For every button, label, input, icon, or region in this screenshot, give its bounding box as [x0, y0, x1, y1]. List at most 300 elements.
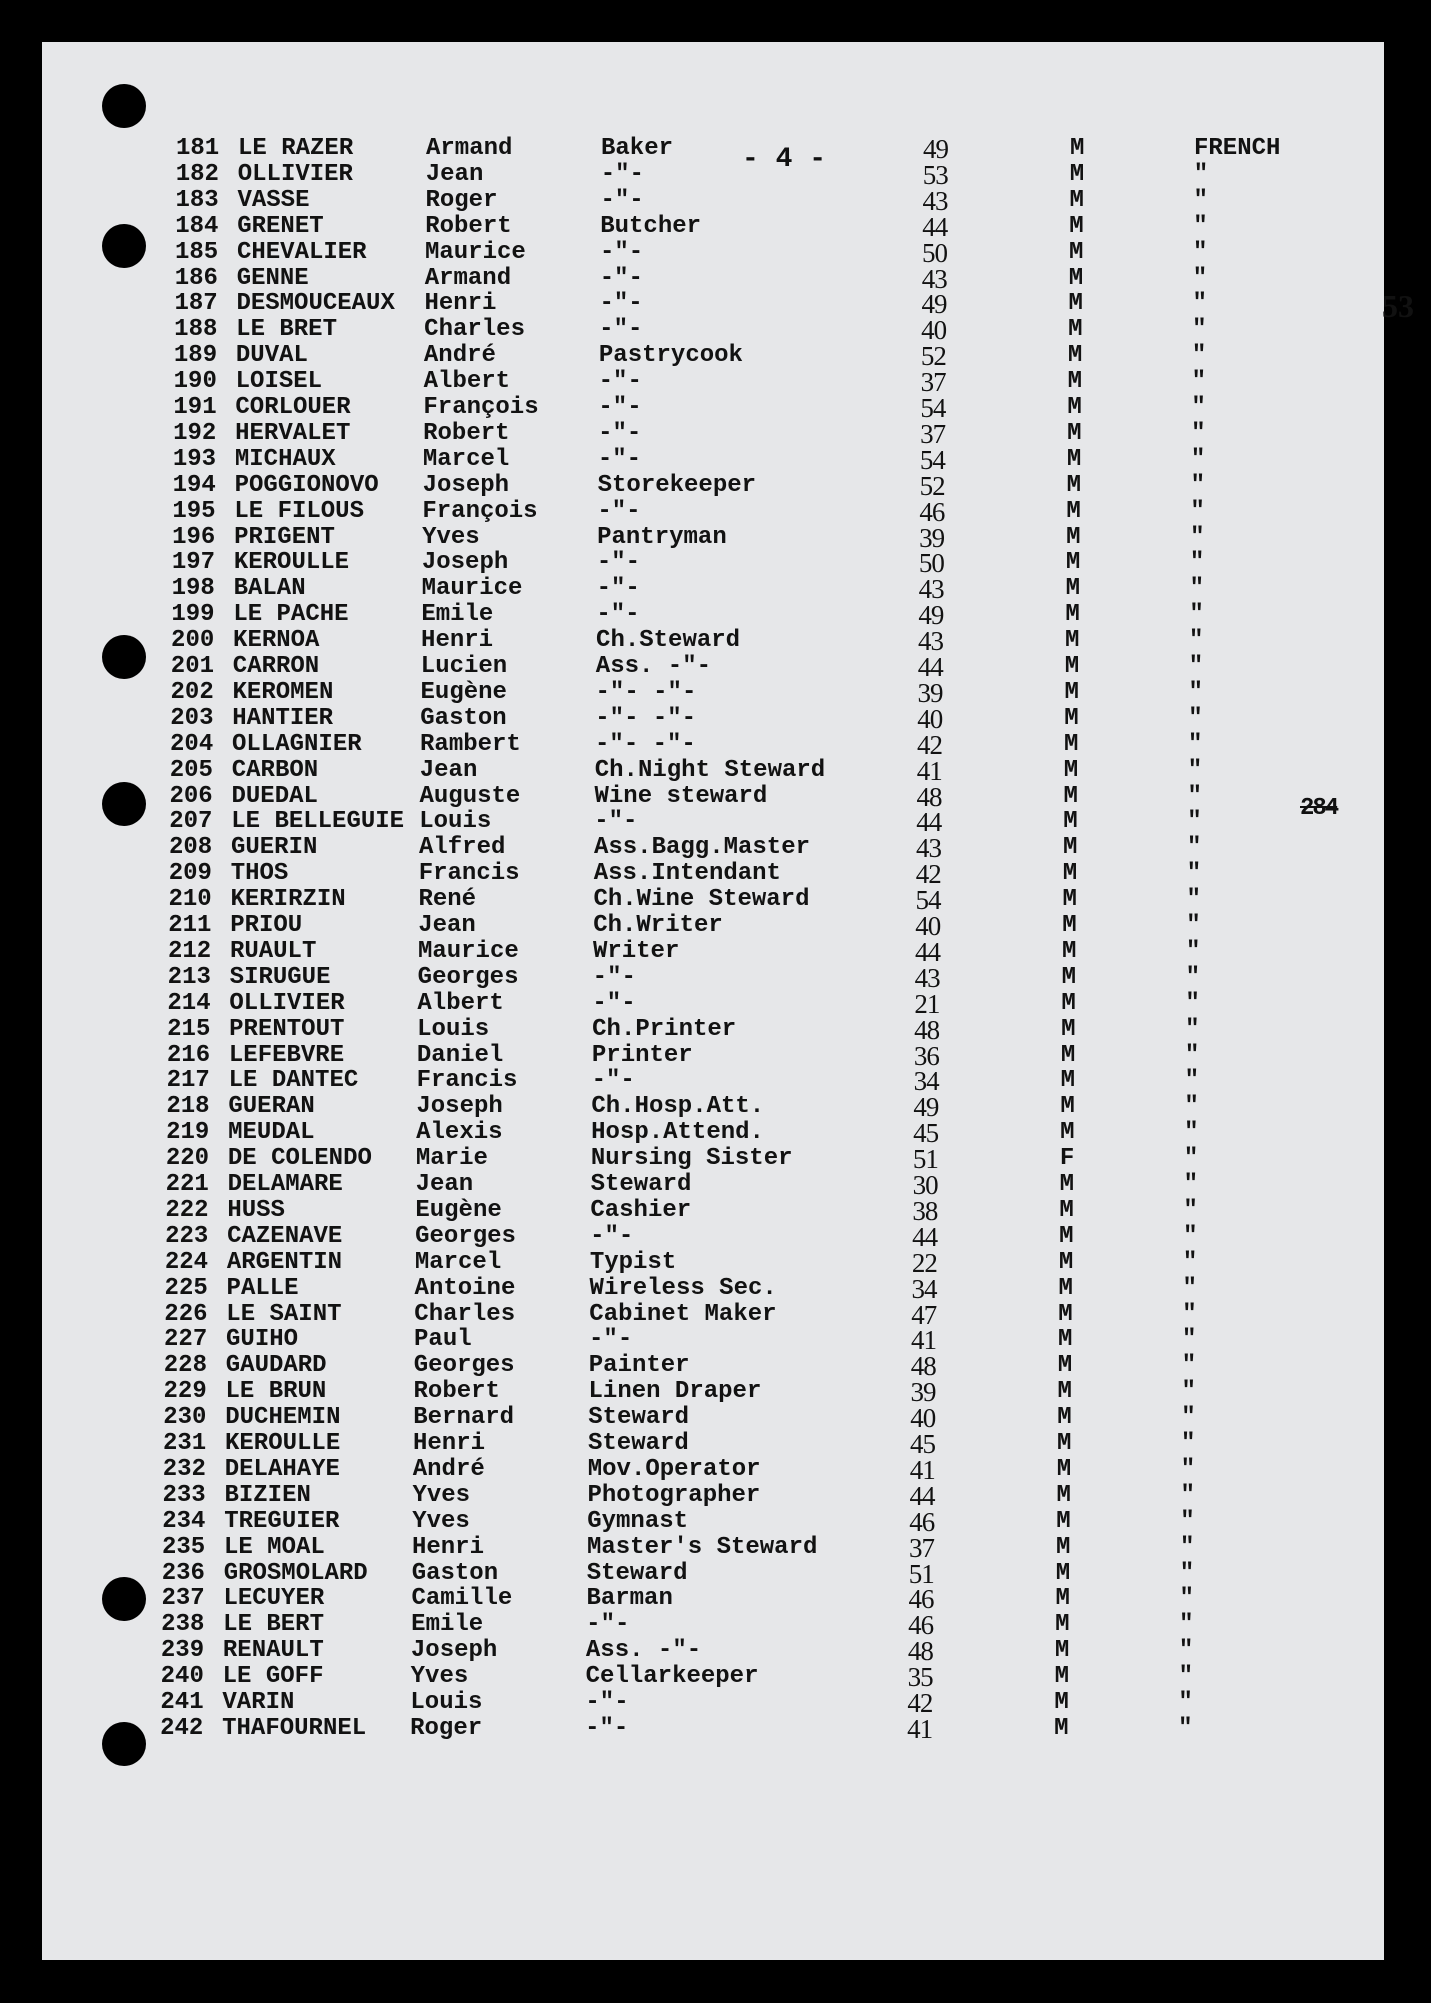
sex: M	[1058, 1326, 1073, 1354]
crew-number: 230	[163, 1404, 207, 1432]
table-row	[171, 626, 1271, 657]
age: 49	[923, 134, 948, 164]
age: 51	[908, 1558, 934, 1589]
surname: TREGUIER	[224, 1507, 340, 1535]
nationality: "	[1188, 704, 1203, 732]
occupation: -"-	[600, 160, 644, 188]
table-row	[172, 496, 1272, 527]
table-row	[167, 962, 1268, 993]
age: 40	[910, 1403, 936, 1434]
occupation: -"-	[600, 186, 644, 214]
age: 48	[907, 1636, 933, 1667]
sex: M	[1062, 886, 1077, 914]
occupation: -"-	[585, 1689, 629, 1716]
surname: GENNE	[236, 264, 309, 292]
crew-number: 235	[161, 1533, 206, 1561]
nationality: "	[1191, 368, 1207, 396]
nationality: "	[1180, 1455, 1196, 1483]
surname: LOISEL	[235, 368, 323, 396]
sex: M	[1060, 1041, 1076, 1069]
nationality: "	[1189, 627, 1204, 655]
nationality: "	[1192, 238, 1208, 266]
occupation: Ch.Printer	[592, 1015, 737, 1043]
occupation: Printer	[591, 1041, 693, 1069]
given-name: Alfred	[418, 834, 506, 862]
age: 54	[920, 393, 946, 423]
crew-number: 200	[171, 627, 215, 655]
given-name: Henri	[424, 290, 497, 318]
table-row	[173, 395, 1273, 421]
sex: M	[1067, 394, 1082, 421]
surname: PRIGENT	[234, 523, 335, 551]
table-row	[161, 1584, 1261, 1615]
crew-number: 228	[163, 1352, 207, 1380]
crew-number: 242	[160, 1714, 204, 1742]
age: 39	[917, 677, 943, 708]
sex: M	[1057, 1378, 1072, 1406]
occupation: -"-	[596, 575, 640, 603]
given-name: Robert	[425, 212, 512, 240]
surname: RENAULT	[222, 1637, 324, 1665]
punch-hole	[102, 1722, 146, 1766]
given-name: Francis	[416, 1067, 518, 1095]
table-row	[160, 1662, 1261, 1693]
occupation: Baker	[601, 135, 674, 162]
given-name: Louis	[410, 1689, 483, 1716]
nationality: "	[1184, 1093, 1199, 1121]
table-row	[174, 289, 1274, 320]
table-row	[171, 654, 1271, 680]
given-name: Georges	[413, 1352, 515, 1380]
sex: M	[1059, 1222, 1074, 1250]
nationality: "	[1183, 1145, 1199, 1173]
sex: M	[1063, 756, 1079, 784]
crew-number: 190	[173, 368, 217, 396]
nationality: "	[1181, 1404, 1196, 1432]
nationality: "	[1185, 937, 1201, 965]
table-row	[167, 936, 1268, 967]
age: 49	[921, 289, 947, 320]
nationality: "	[1188, 678, 1203, 706]
age: 45	[913, 1118, 939, 1149]
surname: LE PACHE	[233, 601, 349, 629]
occupation: -"-	[599, 316, 643, 344]
sex: M	[1057, 1404, 1072, 1432]
age: 41	[907, 1713, 933, 1744]
table-row	[175, 185, 1275, 216]
crew-number: 187	[174, 290, 218, 318]
surname: PALLE	[226, 1274, 299, 1302]
occupation: Master's Steward	[586, 1533, 818, 1561]
nationality: "	[1186, 860, 1202, 888]
table-row	[163, 1431, 1263, 1457]
nationality: "	[1190, 497, 1205, 525]
sex: M	[1066, 497, 1081, 525]
nationality: "	[1193, 212, 1208, 240]
crew-number: 222	[165, 1196, 209, 1224]
occupation: Ass. -"-	[585, 1637, 702, 1665]
sex: M	[1058, 1274, 1073, 1302]
given-name: Eugène	[415, 1196, 502, 1224]
sex: M	[1057, 1430, 1072, 1457]
given-name: Maurice	[421, 575, 523, 603]
occupation: Ch.Wine Steward	[593, 886, 810, 914]
occupation: -"- -"-	[595, 730, 696, 758]
given-name: Emile	[411, 1611, 484, 1639]
age: 40	[917, 703, 943, 734]
crew-number: 188	[174, 316, 218, 344]
surname: DUCHEMIN	[225, 1404, 341, 1432]
age: 44	[922, 211, 948, 242]
age: 36	[913, 1040, 939, 1071]
nationality: "	[1181, 1378, 1196, 1406]
occupation: Ch.Steward	[596, 627, 741, 655]
occupation: Linen Draper	[588, 1378, 762, 1406]
age: 43	[918, 574, 944, 605]
crew-number: 219	[166, 1119, 210, 1147]
nationality: "	[1187, 756, 1203, 784]
age: 44	[916, 807, 942, 838]
age: 37	[920, 418, 946, 449]
given-name: Alexis	[416, 1119, 503, 1147]
given-name: Gaston	[411, 1559, 499, 1587]
surname: LE SAINT	[226, 1300, 342, 1328]
sex: M	[1063, 808, 1078, 836]
nationality: "	[1180, 1481, 1195, 1509]
given-name: Eugène	[420, 678, 507, 706]
sex: M	[1066, 471, 1082, 499]
surname: THOS	[230, 860, 289, 888]
nationality: "	[1183, 1222, 1198, 1250]
sex: M	[1054, 1637, 1070, 1665]
table-row	[174, 237, 1275, 268]
occupation: Pastrycook	[598, 342, 743, 370]
sex: M	[1061, 963, 1077, 991]
table-row	[163, 1351, 1264, 1382]
table-row	[167, 988, 1267, 1019]
table-row	[173, 418, 1273, 449]
surname: LE GOFF	[222, 1663, 324, 1691]
crew-number: 221	[165, 1171, 209, 1198]
sex: M	[1063, 782, 1078, 810]
surname: SIRUGUE	[229, 963, 331, 991]
table-row	[163, 1377, 1264, 1408]
given-name: Henri	[413, 1430, 486, 1457]
crew-number: 231	[163, 1430, 207, 1457]
surname: DELAHAYE	[224, 1455, 340, 1483]
age: 39	[919, 522, 945, 553]
age: 49	[918, 600, 944, 631]
given-name: Henri	[421, 627, 494, 655]
given-name: Georges	[417, 963, 519, 991]
table-row	[169, 755, 1270, 786]
nationality: "	[1189, 601, 1204, 629]
occupation: -"-	[597, 445, 642, 473]
surname: OLLAGNIER	[232, 730, 362, 758]
nationality: "	[1181, 1430, 1196, 1457]
crew-number: 184	[175, 212, 219, 240]
crew-number: 217	[166, 1067, 210, 1095]
nationality: "	[1182, 1248, 1198, 1276]
table-row	[174, 263, 1275, 294]
sex: M	[1062, 834, 1078, 862]
occupation: Ass.Bagg.Master	[593, 834, 811, 862]
sex: M	[1055, 1611, 1070, 1639]
given-name: Gaston	[420, 704, 507, 732]
table-row	[171, 600, 1271, 631]
age: 44	[909, 1480, 935, 1511]
sex: M	[1054, 1714, 1069, 1742]
sex: M	[1069, 160, 1085, 188]
surname: OLLIVIER	[229, 989, 345, 1017]
table-row	[168, 859, 1269, 890]
given-name: Emile	[421, 601, 494, 629]
crew-number: 226	[164, 1300, 208, 1328]
sex: F	[1059, 1145, 1075, 1173]
surname: CHEVALIER	[236, 238, 367, 266]
table-row	[167, 1014, 1267, 1045]
occupation: Ass. -"-	[595, 653, 712, 680]
crew-number: 232	[162, 1455, 206, 1483]
sex: M	[1055, 1585, 1070, 1613]
occupation: Ch.Writer	[593, 912, 723, 939]
given-name: Lucien	[420, 653, 508, 680]
given-name: Georges	[415, 1222, 516, 1250]
sex: M	[1067, 342, 1083, 370]
crew-number: 236	[161, 1559, 205, 1587]
age: 42	[917, 729, 943, 760]
sex: M	[1056, 1507, 1071, 1535]
sex: M	[1066, 445, 1082, 473]
crew-number: 218	[166, 1093, 210, 1121]
nationality: "	[1183, 1171, 1198, 1198]
surname: DE COLENDO	[227, 1145, 372, 1173]
surname: LE MOAL	[223, 1533, 325, 1561]
occupation: Mov.Operator	[587, 1455, 761, 1483]
sex: M	[1058, 1300, 1073, 1328]
sex: M	[1069, 212, 1084, 240]
crew-number: 220	[165, 1145, 210, 1173]
occupation: -"-	[596, 601, 640, 629]
given-name: Armand	[424, 264, 512, 292]
surname: LE BELLEGUIE	[231, 808, 405, 836]
occupation: Steward	[588, 1430, 689, 1457]
sex: M	[1064, 678, 1079, 706]
age: 41	[911, 1325, 937, 1356]
occupation: Wireless Sec.	[589, 1274, 777, 1302]
age: 43	[922, 185, 948, 216]
sex: M	[1054, 1663, 1070, 1691]
surname: CAZENAVE	[227, 1222, 343, 1250]
nationality: "	[1178, 1663, 1194, 1691]
nationality: "	[1179, 1611, 1194, 1639]
crew-number: 203	[170, 704, 214, 732]
occupation: -"-	[598, 419, 642, 447]
given-name: Joseph	[416, 1093, 503, 1121]
surname: GRENET	[237, 212, 324, 240]
surname: LE DANTEC	[228, 1067, 359, 1095]
nationality: "	[1186, 912, 1201, 939]
surname: LE RAZER	[238, 135, 354, 162]
crew-number: 239	[160, 1637, 205, 1665]
nationality: "	[1181, 1352, 1197, 1380]
surname: HERVALET	[235, 419, 351, 447]
occupation: Steward	[590, 1171, 692, 1198]
table-row	[171, 548, 1272, 579]
nationality: "	[1185, 989, 1200, 1017]
occupation: Writer	[592, 937, 680, 965]
table-row	[175, 159, 1276, 190]
crew-number: 205	[169, 756, 213, 784]
given-name: François	[422, 497, 538, 525]
given-name: Joseph	[421, 549, 509, 577]
given-name: Auguste	[419, 782, 521, 810]
nationality: "	[1190, 523, 1205, 551]
sex: M	[1068, 238, 1084, 266]
sex: M	[1061, 989, 1076, 1017]
given-name: Albert	[417, 989, 504, 1017]
crew-number: 186	[174, 264, 218, 292]
given-name: Jean	[425, 160, 484, 188]
sex: M	[1067, 368, 1083, 396]
nationality: "	[1192, 264, 1208, 292]
nationality: "	[1178, 1637, 1194, 1665]
occupation: -"-	[599, 238, 644, 266]
occupation: Storekeeper	[597, 471, 757, 499]
margin-number: 53	[1382, 288, 1414, 324]
occupation: Barman	[586, 1585, 673, 1613]
nationality: "	[1193, 186, 1208, 214]
table-row	[161, 1532, 1262, 1563]
age: 48	[910, 1351, 936, 1382]
sex: M	[1067, 419, 1082, 447]
sex: M	[1065, 627, 1080, 655]
punch-hole	[102, 635, 146, 679]
table-row	[175, 211, 1275, 242]
table-row	[161, 1610, 1261, 1641]
given-name: Maurice	[417, 937, 519, 965]
surname: LE BERT	[223, 1611, 324, 1639]
age: 34	[913, 1066, 939, 1097]
occupation: Typist	[589, 1248, 677, 1276]
age: 39	[910, 1377, 936, 1408]
sex: M	[1055, 1533, 1071, 1561]
given-name: Henri	[411, 1533, 484, 1561]
table-row	[164, 1273, 1265, 1304]
surname: GUIHO	[226, 1326, 299, 1354]
given-name: André	[412, 1455, 485, 1483]
table-row	[166, 1066, 1267, 1097]
age: 53	[922, 159, 948, 190]
occupation: -"-	[594, 808, 638, 836]
surname: KERIRZIN	[230, 886, 346, 914]
sex: M	[1070, 135, 1085, 162]
surname: GUERAN	[228, 1093, 315, 1121]
given-name: Yves	[410, 1663, 469, 1691]
surname: HANTIER	[232, 704, 334, 732]
crew-number: 202	[170, 678, 214, 706]
sex: M	[1068, 264, 1084, 292]
occupation: Cabinet Maker	[589, 1300, 777, 1328]
nationality: "	[1191, 419, 1206, 447]
surname: LE FILOUS	[234, 497, 364, 525]
occupation: -"-	[592, 963, 636, 991]
given-name: Antoine	[414, 1274, 516, 1302]
table-row	[170, 703, 1270, 734]
nationality: "	[1182, 1300, 1197, 1328]
table-row	[160, 1713, 1260, 1744]
table-row	[169, 807, 1269, 838]
sex: M	[1059, 1171, 1074, 1198]
occupation: -"-	[592, 989, 636, 1017]
sex: M	[1057, 1352, 1073, 1380]
page-number: - 4 -	[742, 144, 827, 175]
occupation: -"-	[585, 1714, 629, 1742]
given-name: Charles	[424, 316, 525, 344]
surname: THAFOURNEL	[222, 1714, 367, 1742]
sex: M	[1062, 860, 1078, 888]
surname: DUEDAL	[231, 782, 318, 810]
table-row	[168, 885, 1268, 916]
given-name: André	[423, 342, 496, 370]
sex: M	[1054, 1689, 1069, 1716]
nationality: "	[1191, 394, 1206, 421]
crew-number: 185	[174, 238, 219, 266]
crew-number: 209	[168, 860, 212, 888]
crew-number: 207	[169, 808, 213, 836]
age: 52	[920, 341, 946, 372]
table-row	[170, 729, 1270, 760]
given-name: Charles	[414, 1300, 516, 1328]
nationality: "	[1189, 549, 1205, 577]
table-row	[172, 444, 1273, 475]
occupation: -"-	[590, 1222, 634, 1250]
surname: GAUDARD	[225, 1352, 327, 1380]
sex: M	[1061, 1015, 1076, 1043]
surname: CARBON	[231, 756, 319, 784]
age: 41	[909, 1454, 935, 1485]
age: 50	[918, 548, 944, 579]
table-row	[164, 1247, 1265, 1278]
age: 49	[913, 1092, 939, 1123]
crew-number: 193	[172, 445, 217, 473]
crew-number: 211	[168, 912, 212, 939]
age: 43	[918, 626, 944, 657]
occupation: Steward	[586, 1559, 688, 1587]
occupation: Ch.Night Steward	[594, 756, 826, 784]
surname: RUAULT	[229, 937, 317, 965]
age: 44	[917, 652, 943, 682]
sex: M	[1060, 1067, 1076, 1095]
table-row	[165, 1221, 1265, 1252]
surname: HUSS	[227, 1196, 285, 1224]
occupation: -"-	[589, 1326, 633, 1354]
crew-number: 227	[164, 1326, 208, 1354]
given-name: Francis	[418, 860, 520, 888]
table-row	[160, 1690, 1260, 1716]
given-name: Joseph	[422, 471, 510, 499]
nationality: "	[1191, 342, 1207, 370]
occupation: Cellarkeeper	[585, 1663, 759, 1691]
punch-hole	[102, 224, 146, 268]
age: 46	[908, 1584, 934, 1615]
table-row	[166, 1118, 1266, 1149]
age: 43	[921, 263, 947, 294]
table-row	[173, 341, 1274, 372]
nationality: "	[1190, 471, 1206, 499]
age: 34	[911, 1273, 937, 1304]
nationality: "	[1186, 886, 1201, 914]
